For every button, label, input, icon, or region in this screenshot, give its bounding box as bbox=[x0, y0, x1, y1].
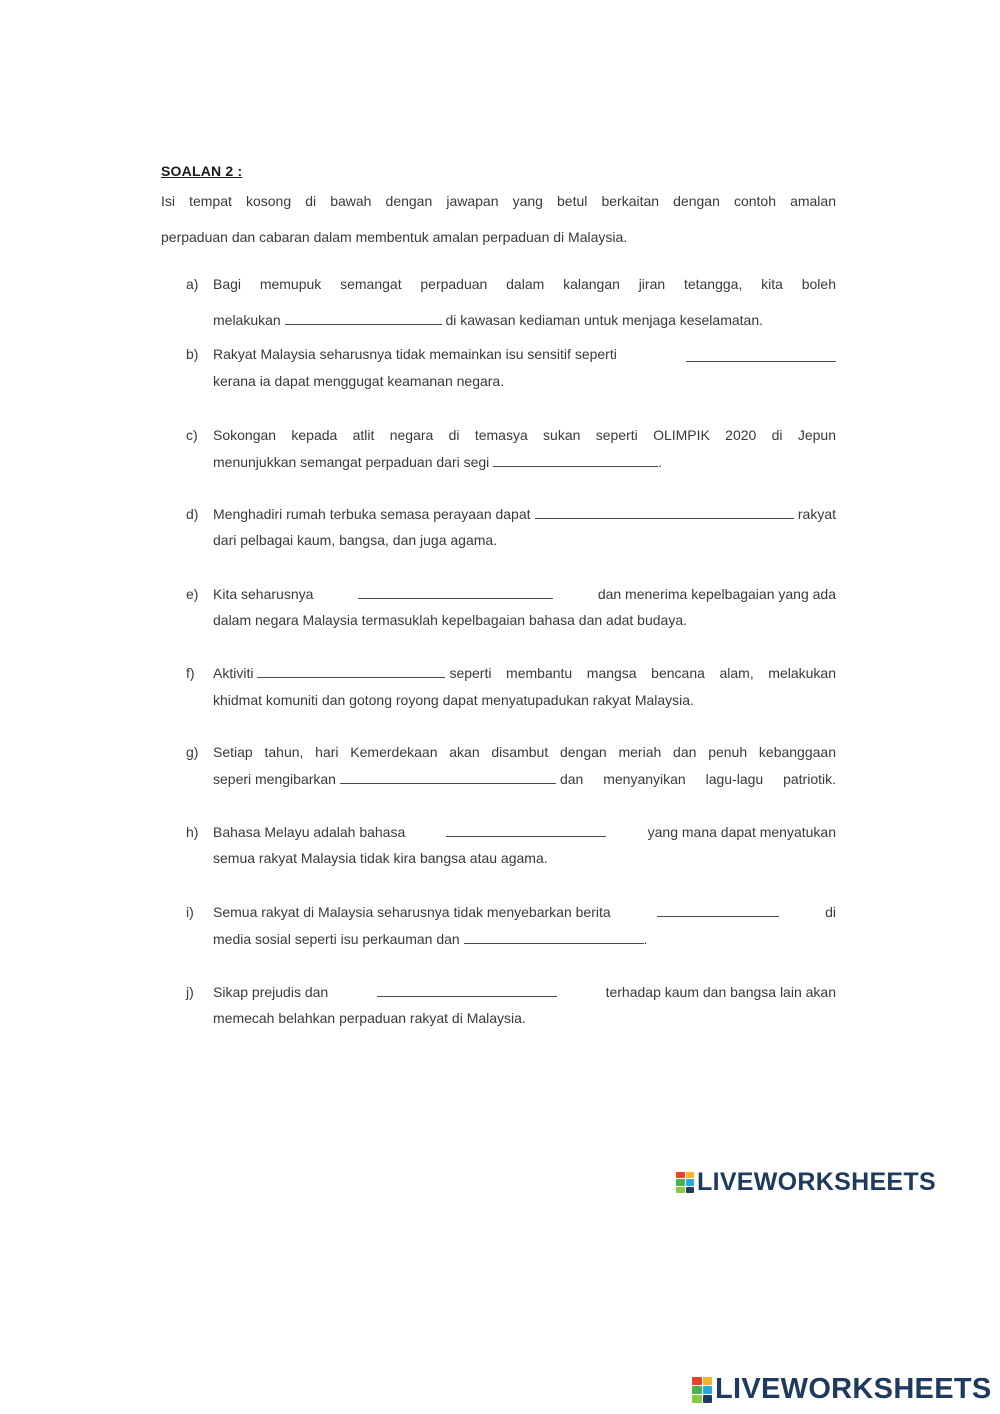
question-text: dalam negara Malaysia termasuklah kepelbagaian bahasa dan adat budaya. bbox=[213, 612, 687, 628]
question-heading: SOALAN 2 : bbox=[161, 163, 243, 179]
instruction-line-1: Isi tempat kosong di bawah dengan jawapan yang betul berkaitan dengan contoh amalan bbox=[161, 193, 836, 209]
question-text: Rakyat Malaysia seharusnya tidak memainkan isu sensitif seperti bbox=[213, 346, 836, 362]
liveworksheets-logo-icon bbox=[692, 1377, 712, 1403]
question-text: memecah belahkan perpaduan rakyat di Malaysia. bbox=[213, 1010, 526, 1026]
question-text: Bahasa Melayu adalah bahasa yang mana dapat menyatukan bbox=[213, 824, 836, 840]
answer-blank-c[interactable] bbox=[493, 454, 658, 467]
question-text: Setiap tahun, hari Kemerdekaan akan disambut dengan meriah dan penuh kebanggaan bbox=[213, 744, 836, 760]
question-text: melakukan di kawasan kediaman untuk menjaga keselamatan. bbox=[213, 312, 764, 328]
question-label: i) bbox=[186, 904, 194, 920]
answer-blank-b[interactable] bbox=[686, 349, 836, 362]
question-label: g) bbox=[186, 744, 199, 760]
question-label: j) bbox=[186, 984, 194, 1000]
question-label: a) bbox=[186, 276, 199, 292]
question-text: khidmat komuniti dan gotong royong dapat menyatupadukan rakyat Malaysia. bbox=[213, 692, 694, 708]
question-label: c) bbox=[186, 427, 198, 443]
question-text: menunjukkan semangat perpaduan dari segi . bbox=[213, 454, 663, 470]
answer-blank-i-1[interactable] bbox=[657, 904, 779, 917]
question-text: semua rakyat Malaysia tidak kira bangsa atau agama. bbox=[213, 850, 548, 866]
liveworksheets-logo-icon bbox=[676, 1172, 694, 1194]
question-text: kerana ia dapat menggugat keamanan negara. bbox=[213, 373, 505, 389]
answer-blank-j[interactable] bbox=[377, 984, 557, 997]
watermark-text: LIVEWORKSHEETS bbox=[715, 1373, 992, 1405]
question-text: media sosial seperti isu perkauman dan . bbox=[213, 931, 648, 947]
instruction-line-2: perpaduan dan cabaran dalam membentuk amalan perpaduan di Malaysia. bbox=[161, 229, 628, 245]
question-text: Semua rakyat di Malaysia seharusnya tidak menyebarkan berita di bbox=[213, 904, 836, 920]
question-text: Bagi memupuk semangat perpaduan dalam kalangan jiran tetangga, kita boleh bbox=[213, 276, 836, 292]
question-label: d) bbox=[186, 506, 199, 522]
question-text: Sokongan kepada atlit negara di temasya sukan seperti OLIMPIK 2020 di Jepun bbox=[213, 427, 836, 443]
question-label: h) bbox=[186, 824, 199, 840]
liveworksheets-watermark-footer bbox=[692, 1373, 992, 1406]
answer-blank-a[interactable] bbox=[285, 312, 442, 325]
answer-blank-f[interactable] bbox=[257, 665, 445, 678]
question-text: Menghadiri rumah terbuka semasa perayaan dapat rakyat bbox=[213, 506, 836, 522]
liveworksheets-watermark bbox=[676, 1168, 936, 1197]
watermark-text: LIVEWORKSHEETS bbox=[697, 1168, 936, 1196]
question-text: Sikap prejudis dan terhadap kaum dan bangsa lain akan bbox=[213, 984, 836, 1000]
question-label: f) bbox=[186, 665, 195, 681]
answer-blank-h[interactable] bbox=[446, 824, 606, 837]
question-text: Kita seharusnya dan menerima kepelbagaian yang ada bbox=[213, 586, 836, 602]
question-label: b) bbox=[186, 346, 199, 362]
question-label: e) bbox=[186, 586, 199, 602]
answer-blank-d[interactable] bbox=[535, 506, 794, 519]
answer-blank-g[interactable] bbox=[340, 771, 556, 784]
question-text: Aktiviti seperti membantu mangsa bencana alam, melakukan bbox=[213, 665, 836, 681]
question-text: dari pelbagai kaum, bangsa, dan juga agama. bbox=[213, 532, 498, 548]
answer-blank-i-2[interactable] bbox=[464, 931, 644, 944]
question-text: seperi mengibarkan dan menyanyikan lagu-lagu patriotik. bbox=[213, 771, 836, 787]
answer-blank-e[interactable] bbox=[358, 586, 553, 599]
